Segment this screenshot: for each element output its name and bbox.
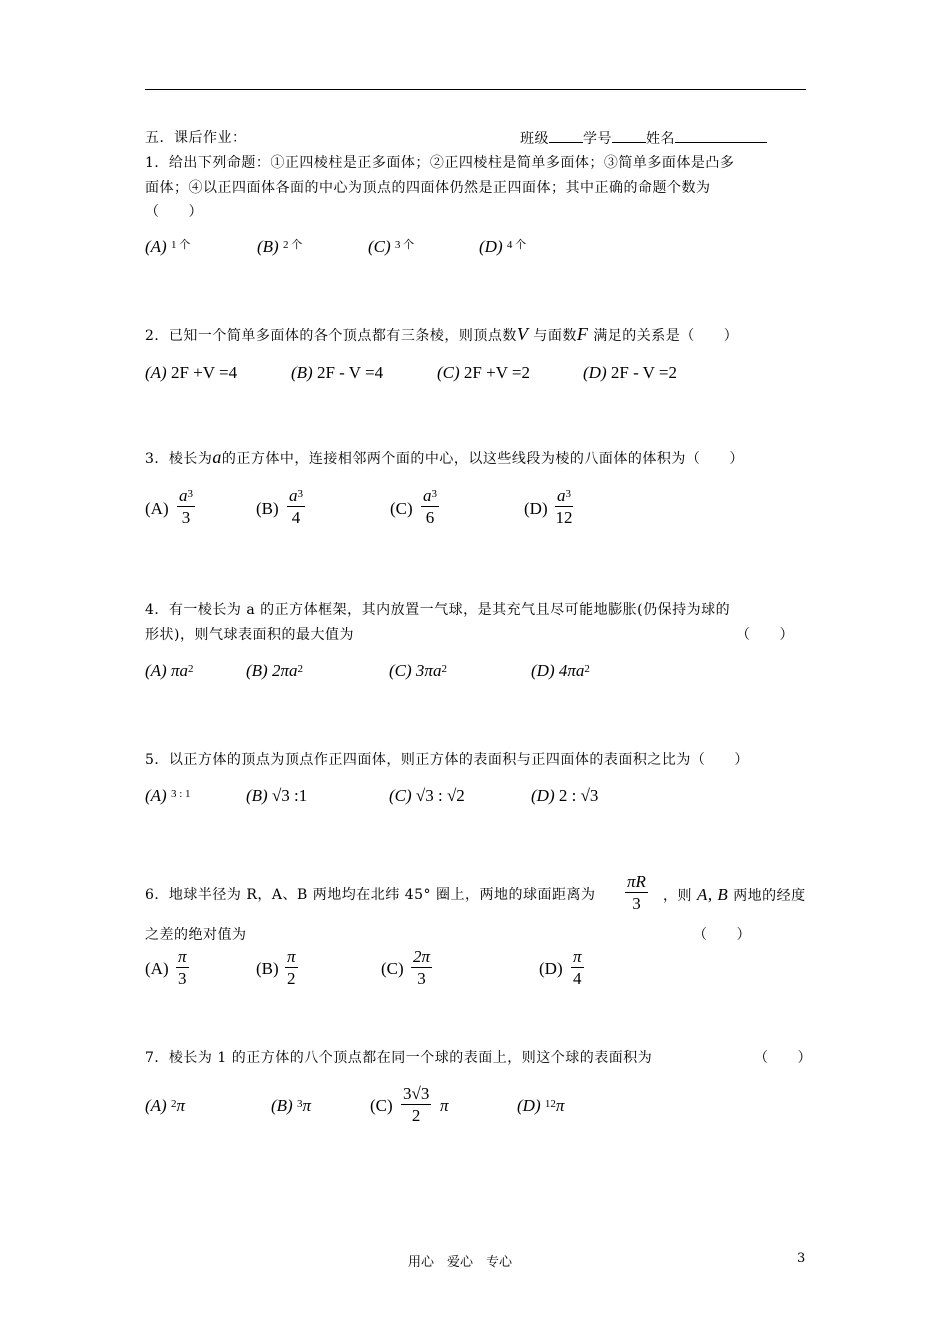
id-blank[interactable] (612, 128, 646, 143)
q6-line2: 之差的绝对值为 (145, 927, 247, 943)
q4-option-b: (B) $2\pi a^2$ (246, 661, 303, 680)
q6-stem-part1: 6．地球半径为 R，A、B 两地均在北纬 45° 圈上，两地的球面距离为 (145, 887, 596, 903)
page-number: 3 (797, 1251, 806, 1266)
q1-option-d: (D) $^{4 个}$ (479, 237, 527, 256)
q4-line2: 形状)，则气球表面积的最大值为 (145, 627, 354, 643)
q5-stem: 5．以正方体的顶点为顶点作正四面体，则正方体的表面积与正四面体的表面积之比为（ ） (145, 752, 749, 768)
q7-answer-paren: （ ） (754, 1050, 812, 1066)
q4-line1: 4．有一棱长为 a 的正方体框架，其内放置一气球，是其充气且尽可能地膨胀(仍保持为球的 (145, 602, 731, 618)
q7-option-a: (A) $^2$π (145, 1096, 185, 1115)
q3-option-c-fraction: $\frac{a^3}{6}$ (423, 486, 437, 527)
q1-line3: （ ） (145, 204, 203, 220)
q6-option-a-label: (A) (145, 959, 169, 978)
section-title: 五．课后作业： (145, 130, 247, 146)
q7-stem: 7．棱长为 1 的正方体的八个顶点都在同一个球的表面上，则这个球的表面积为 (145, 1050, 653, 1066)
q6-option-d-label: (D) (539, 959, 563, 978)
q6-option-d-fraction: $\frac{\pi}{4}$ (573, 947, 582, 988)
q4-option-c: (C) $3\pi a^2$ (389, 661, 447, 680)
q6-answer-paren: （ ） (693, 927, 751, 943)
q1-option-a: (A) $^{1 个}$ (145, 237, 191, 256)
q3-option-a-fraction: $\frac{a^3}{3}$ (179, 486, 193, 527)
q6-option-a-fraction: $\frac{\pi}{3}$ (178, 947, 187, 988)
q5-option-b: (B) √3 :1 (246, 786, 308, 805)
q3-option-b-label: (B) (256, 499, 279, 518)
q4-option-d: (D) $4\pi a^2$ (531, 661, 590, 680)
q6-option-b-fraction: $\frac{\pi}{2}$ (287, 947, 296, 988)
q3-option-b-fraction: $\frac{a^3}{4}$ (289, 486, 303, 527)
q6-stem-part2: ，则 A, B 两地的经度 (663, 885, 806, 904)
footer-slogan: 用心 爱心 专心 (408, 1255, 513, 1270)
class-label: 班级 (520, 131, 549, 147)
q6-option-b-label: (B) (256, 959, 279, 978)
q1-option-b: (B) $^{2 个}$ (257, 237, 303, 256)
q1-line1: 1．给出下列命题：①正四棱柱是正多面体；②正四棱柱是简单多面体；③简单多面体是凸多 (145, 155, 735, 171)
q7-option-d: (D) $^{12}$π (517, 1096, 565, 1115)
student-info (520, 128, 767, 149)
q3-option-a-label: (A) (145, 499, 169, 518)
q2-option-a: (A) 2F +V =4 (145, 363, 238, 382)
q2-option-b: (B) 2F - V =4 (291, 363, 384, 382)
q2-option-d: (D) 2F - V =2 (583, 363, 677, 382)
id-label: 学号 (583, 131, 612, 147)
q5-option-a: (A) $^{3 : 1}$ (145, 786, 191, 805)
q3-option-d-label: (D) (524, 499, 548, 518)
q6-option-c-fraction: $\frac{2\pi}{3}$ (413, 947, 431, 988)
q7-option-c-pi: π (440, 1096, 449, 1115)
q2-stem: 2．已知一个简单多面体的各个顶点都有三条棱，则顶点数V 与面数F 满足的关系是（ ） (145, 324, 739, 344)
q4-answer-paren: （ ） (736, 627, 794, 643)
q7-option-c-label: (C) (370, 1096, 393, 1115)
class-blank[interactable] (549, 128, 583, 143)
q7-option-b: (B) $^3$π (271, 1096, 311, 1115)
name-label: 姓名 (646, 131, 675, 147)
q4-option-a: (A) $\pi a^2$ (145, 661, 194, 680)
name-blank[interactable] (675, 128, 767, 143)
top-rule (145, 89, 806, 90)
q3-option-c-label: (C) (390, 499, 413, 518)
q3-option-d-fraction: $\frac{a^3}{12}$ (555, 486, 573, 527)
q1-option-c: (C) $^{3 个}$ (368, 237, 415, 256)
q6-option-c-label: (C) (381, 959, 404, 978)
q3-stem: 3．棱长为a的正方体中，连接相邻两个面的中心，以这些线段为棱的八面体的体积为（ ） (145, 447, 744, 467)
q7-option-c-fraction: $\frac{3√3}{2}$ (403, 1084, 430, 1125)
q6-distance-fraction: $\frac{\pi R}{3}$ (627, 872, 646, 913)
q1-line2: 面体；④以正四面体各面的中心为顶点的四面体仍然是正四面体；其中正确的命题个数为 (145, 180, 711, 196)
q5-option-d: (D) 2 : √3 (531, 786, 599, 805)
q5-option-c: (C) √3 : √2 (389, 786, 465, 805)
q2-option-c: (C) 2F +V =2 (437, 363, 531, 382)
